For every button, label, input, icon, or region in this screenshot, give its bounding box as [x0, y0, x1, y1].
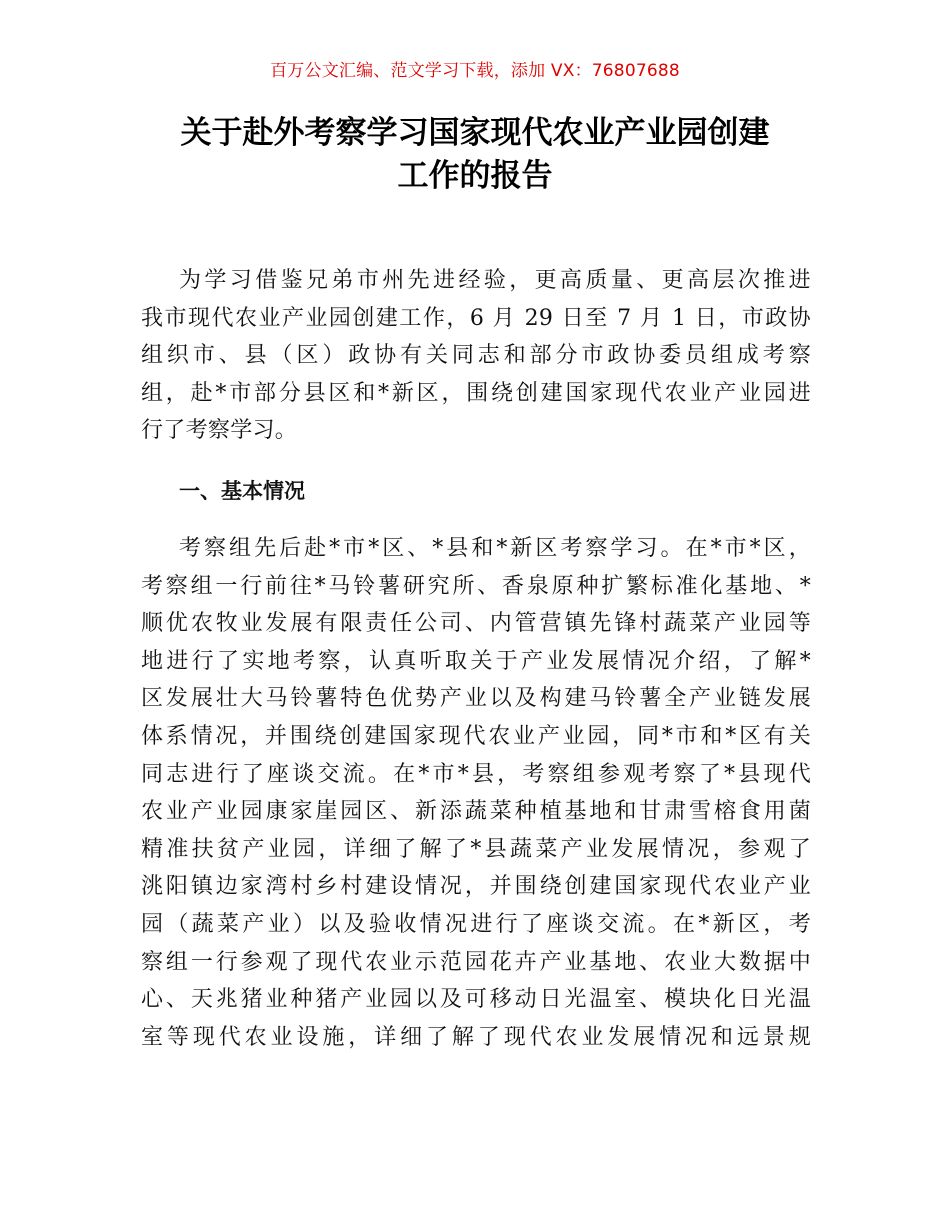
title-line-2: 工作的报告: [397, 158, 553, 194]
paragraph-line: 考察组先后赴*市*区、*县和*新区考察学习。在*市*区，: [179, 535, 811, 561]
title-line-1: 关于赴外考察学习国家现代农业产业园创建: [180, 115, 770, 151]
spacer: [141, 518, 811, 530]
paragraph-line: 考察组一行前往*马铃薯研究所、香泉原种扩繁标准化基地、*: [141, 573, 811, 599]
section-heading: 一、基本情况: [179, 478, 305, 503]
paragraph-line: 顺优农牧业发展有限责任公司、内管营镇先锋村蔬菜产业园等: [141, 611, 811, 637]
paragraph-line: 同志进行了座谈交流。在*市*县，考察组参观考察了*县现代: [141, 761, 811, 787]
document-title: [100, 112, 850, 198]
paragraph-line: 组织市、县（区）政协有关同志和部分市政协委员组成考察: [141, 343, 811, 369]
header-banner: 百万公文汇编、范文学习下载，添加 VX：76807688: [270, 61, 680, 81]
paragraph-line: 地进行了实地考察，认真听取关于产业发展情况介绍，了解*: [141, 648, 811, 674]
paragraph-line: 洮阳镇边家湾村乡村建设情况，并围绕创建国家现代农业产业: [141, 874, 811, 900]
spacer: [141, 450, 811, 462]
paragraph-line: 组，赴*市部分县区和*新区，围绕创建国家现代农业产业园进: [141, 380, 811, 406]
paragraph-line: 精准扶贫产业园，详细了解了*县蔬菜产业发展情况，参观了: [141, 836, 811, 862]
paragraph-basic-situation: [141, 530, 811, 1056]
paragraph-line: 园（蔬菜产业）以及验收情况进行了座谈交流。在*新区，考: [141, 911, 811, 937]
paragraph-line: 为学习借鉴兄弟市州先进经验，更高质量、更高层次推进: [179, 268, 811, 293]
paragraph-line: 心、天兆猪业种猪产业园以及可移动日光温室、模块化日光温: [141, 987, 811, 1013]
paragraph-line: 行了考察学习。: [141, 418, 298, 444]
paragraph-line: 区发展壮大马铃薯特色优势产业以及构建马铃薯全产业链发展: [141, 686, 811, 712]
paragraph-line: 察组一行参观了现代农业示范园花卉产业基地、农业大数据中: [141, 949, 811, 975]
paragraph-line: 体系情况，并围绕创建国家现代农业产业园，同*市和*区有关: [141, 723, 811, 749]
paragraph-intro: [141, 262, 811, 450]
paragraph-line: 我市现代农业产业园创建工作，6 月 29 日至 7 月 1 日，市政协: [141, 305, 811, 331]
paragraph-line: 农业产业园康家崖园区、新添蔬菜种植基地和甘肃雪榕食用菌: [141, 799, 811, 825]
paragraph-line: 室等现代农业设施，详细了解了现代农业发展情况和远景规: [141, 1024, 811, 1050]
document-body: [141, 262, 811, 1056]
